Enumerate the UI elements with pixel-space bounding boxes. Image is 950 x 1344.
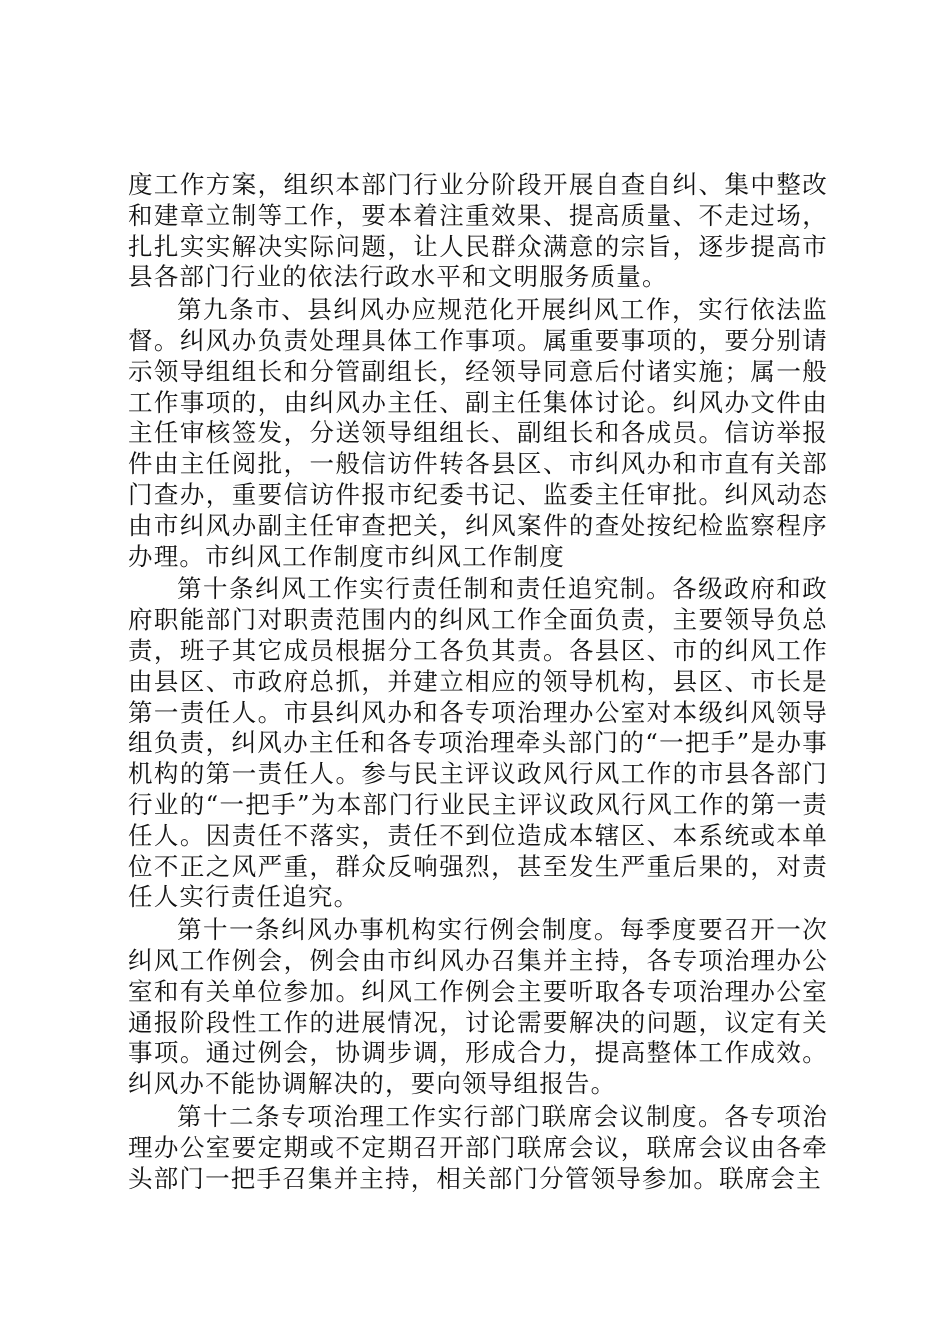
paragraph-article-10: 第十条纠风工作实行责任制和责任追究制。各级政府和政府职能部门对职责范围内的纠风工作全面负责，主要领导负总责，班子其它成员根据分工各负其责。各县区、市的纠风工作由县区、市政府总抓，并建立相应的领导机构，县区、市长是第一责任人。市县纠风办和各专项治理办公室对本级纠风领导组负责，纠风办主任和各专项治理牵头部门的“一把手”是办事机构的第一责任人。参与民主评议政风行风工作的市县各部门行业的“一把手”为本部门行业民主评议政风行风工作的第一责任人。因责任不落实，责任不到位造成本辖区、本系统或本单位不正之风严重，群众反响强烈，甚至发生严重后果的，对责任人实行责任追究。 bbox=[128, 574, 828, 912]
paragraph-continuation: 度工作方案，组织本部门行业分阶段开展自查自纠、集中整改和建章立制等工作，要本着注重效果、提高质量、不走过场，扎扎实实解决实际问题，让人民群众满意的宗旨，逐步提高市县各部门行业的依法行政水平和文明服务质量。 bbox=[128, 170, 828, 292]
paragraph-article-11: 第十一条纠风办事机构实行例会制度。每季度要召开一次纠风工作例会，例会由市纠风办召集并主持，各专项治理办公室和有关单位参加。纠风工作例会主要听取各专项治理办公室通报阶段性工作的进展情况，讨论需要解决的问题，议定有关事项。通过例会，协调步调，形成合力，提高整体工作成效。纠风办不能协调解决的，要向领导组报告。 bbox=[128, 915, 828, 1099]
paragraph-article-12: 第十二条专项治理工作实行部门联席会议制度。各专项治理办公室要定期或不定期召开部门联席会议，联席会议由各牵头部门一把手召集并主持，相关部门分管领导参加。联席会主 bbox=[128, 1101, 828, 1193]
paragraph-article-9: 第九条市、县纠风办应规范化开展纠风工作，实行依法监督。纠风办负责处理具体工作事项。属重要事项的，要分别请示领导组组长和分管副组长，经领导同意后付诸实施；属一般工作事项的，由纠风办主任、副主任集体讨论。纠风办文件由主任审核签发，分送领导组组长、副组长和各成员。信访举报件由主任阅批，一般信访件转各县区、市纠风办和市直有关部门查办，重要信访件报市纪委书记、监委主任审批。纠风动态由市纠风办副主任审查把关，纠风案件的查处按纪检监察程序办理。市纠风工作制度市纠风工作制度 bbox=[128, 295, 828, 571]
document-body bbox=[128, 170, 828, 1194]
